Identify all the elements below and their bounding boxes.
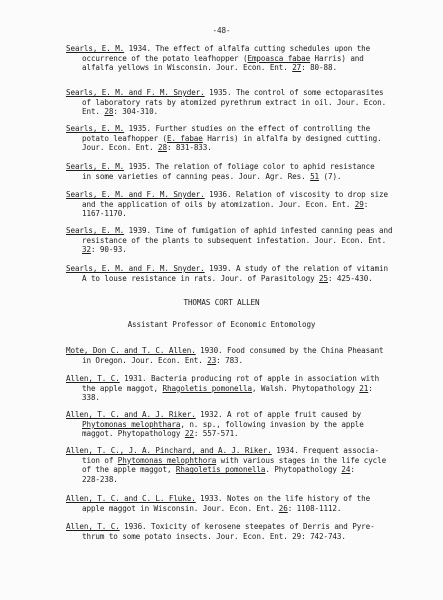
bibliography-entry: Allen, T. C. 1936. Toxicity of kerosene steepates of Derris and Pyre- thrum to some potato insects. Jour. Econ. Ent. 29: 742-743.: [66, 522, 375, 541]
entry-author: Searls, E. M. and F. M. Snyder.: [66, 88, 205, 97]
volume-number: 29: [354, 199, 364, 209]
volume-number: 25: [319, 273, 328, 283]
volume-number: 32: [82, 245, 91, 255]
bibliography-entry: Allen, T. C. and C. L. Fluke. 1933. Notes on the life history of the apple maggot in Wisconsin. Jour. Econ. Ent. 26: 1108-1112.: [66, 494, 371, 513]
volume-number: 22: [184, 429, 194, 439]
species-name: Rhagoletis pomonella: [175, 465, 266, 475]
page-number: -48-: [212, 26, 231, 35]
section-subtitle: Assistant Professor of Economic Entomology: [127, 320, 316, 329]
entry-author: Searls, E. M.: [66, 226, 125, 235]
volume-number: 28: [158, 143, 167, 153]
species-name: Rhagoletis pomonella: [162, 383, 252, 393]
entry-author: Allen, T. C., J. A. Pinchard, and A. J. Riker.: [66, 446, 272, 455]
species-name: E. fabae: [166, 133, 203, 143]
bibliography-entry: Searls, E. M. 1935. Further studies on the effect of controlling the potato leafhopper (E. fabae Harris) in alfalfa by designed cutting. Jour. Econ. Ent. 28: 831-833.: [66, 124, 382, 153]
entry-author: Searls, E. M.: [66, 44, 125, 53]
volume-number: 28: [104, 107, 114, 117]
species-name: Phytomonas melophthora: [117, 455, 217, 465]
entry-author: Searls, E. M. and F. M. Snyder.: [66, 264, 205, 273]
bibliography-entry: Searls, E. M. 1934. The effect of alfalfa cutting schedules upon the occurrence of the potato leafhopper (Empoasca fabae Harris) and alfalfa yellows in Wisconsin. Jour. Econ. Ent. 27: 80-88.: [66, 44, 371, 73]
entry-author: Allen, T. C. and C. L. Fluke.: [66, 494, 196, 503]
bibliography-entry: Mote, Don C. and T. C. Allen. 1930. Food consumed by the China Pheasant in Oregon. Jour. Econ. Ent. 23: 783.: [66, 346, 384, 365]
entry-author: Searls, E. M.: [66, 162, 125, 171]
bibliography-entry: Allen, T. C. 1931. Bacteria producing rot of apple in association with the apple maggot, Rhagoletis pomonella, Walsh. Phytopathology 21: 338.: [66, 374, 380, 403]
volume-number: 27: [292, 63, 302, 73]
volume-number: 26: [278, 503, 288, 513]
volume-number: 24: [341, 465, 351, 475]
section-title: THOMAS CORT ALLEN: [183, 298, 260, 307]
bibliography-entry: Searls, E. M. and F. M. Snyder. 1939. A study of the relation of vitamin A to louse resistance in rats. Jour. of Parasitology 25: 425-430.: [66, 264, 388, 283]
volume-number: 21: [359, 383, 369, 393]
bibliography-entry: Searls, E. M. 1935. The relation of foliage color to aphid resistance in some varieties of canning peas. Jour. Agr. Res. 51 (7).: [66, 162, 375, 181]
entry-author: Allen, T. C.: [66, 374, 120, 383]
volume-number: 23: [207, 355, 217, 365]
bibliography-entry: Searls, E. M. and F. M. Snyder. 1935. The control of some ectoparasites of laboratory rats by atomized pyrethrum extract in oil. Jour. Econ. Ent. 28: 304-310.: [66, 88, 387, 117]
entry-author: Allen, T. C.: [66, 522, 120, 531]
entry-author: Searls, E. M. and F. M. Snyder.: [66, 190, 205, 199]
volume-number: 51: [310, 171, 320, 181]
entry-author: Mote, Don C. and T. C. Allen.: [66, 346, 196, 355]
bibliography-entry: Searls, E. M. and F. M. Snyder. 1936. Relation of viscosity to drop size and the application of oils by atomization. Jour. Econ. Ent. 29: 1167-1170.: [66, 190, 388, 219]
bibliography-entry: Allen, T. C., J. A. Pinchard, and A. J. Riker. 1934. Frequent associa- tion of Phytomonas melophthora with various stages in the life cycle of the apple maggot, Rhagoletis pomonella. Phytopathology 24: 228-238.: [66, 446, 387, 484]
species-name: Empoasca fabae: [247, 53, 311, 63]
bibliography-entry: Searls, E. M. 1939. Time of fumigation of aphid infested canning peas and resistance of the plants to subsequent infestation. Jour. Econ. Ent. 32: 90-93.: [66, 226, 393, 255]
bibliography-entry: Allen, T. C. and A. J. Riker. 1932. A rot of apple fruit caused by Phytomonas melophthara, n. sp., following invasion by the apple maggot. Phytopathology 22: 557-571.: [66, 410, 364, 439]
entry-author: Searls, E. M.: [66, 124, 125, 133]
species-name: Phytomonas melophthara: [82, 419, 181, 429]
entry-author: Allen, T. C. and A. J. Riker.: [66, 410, 196, 419]
